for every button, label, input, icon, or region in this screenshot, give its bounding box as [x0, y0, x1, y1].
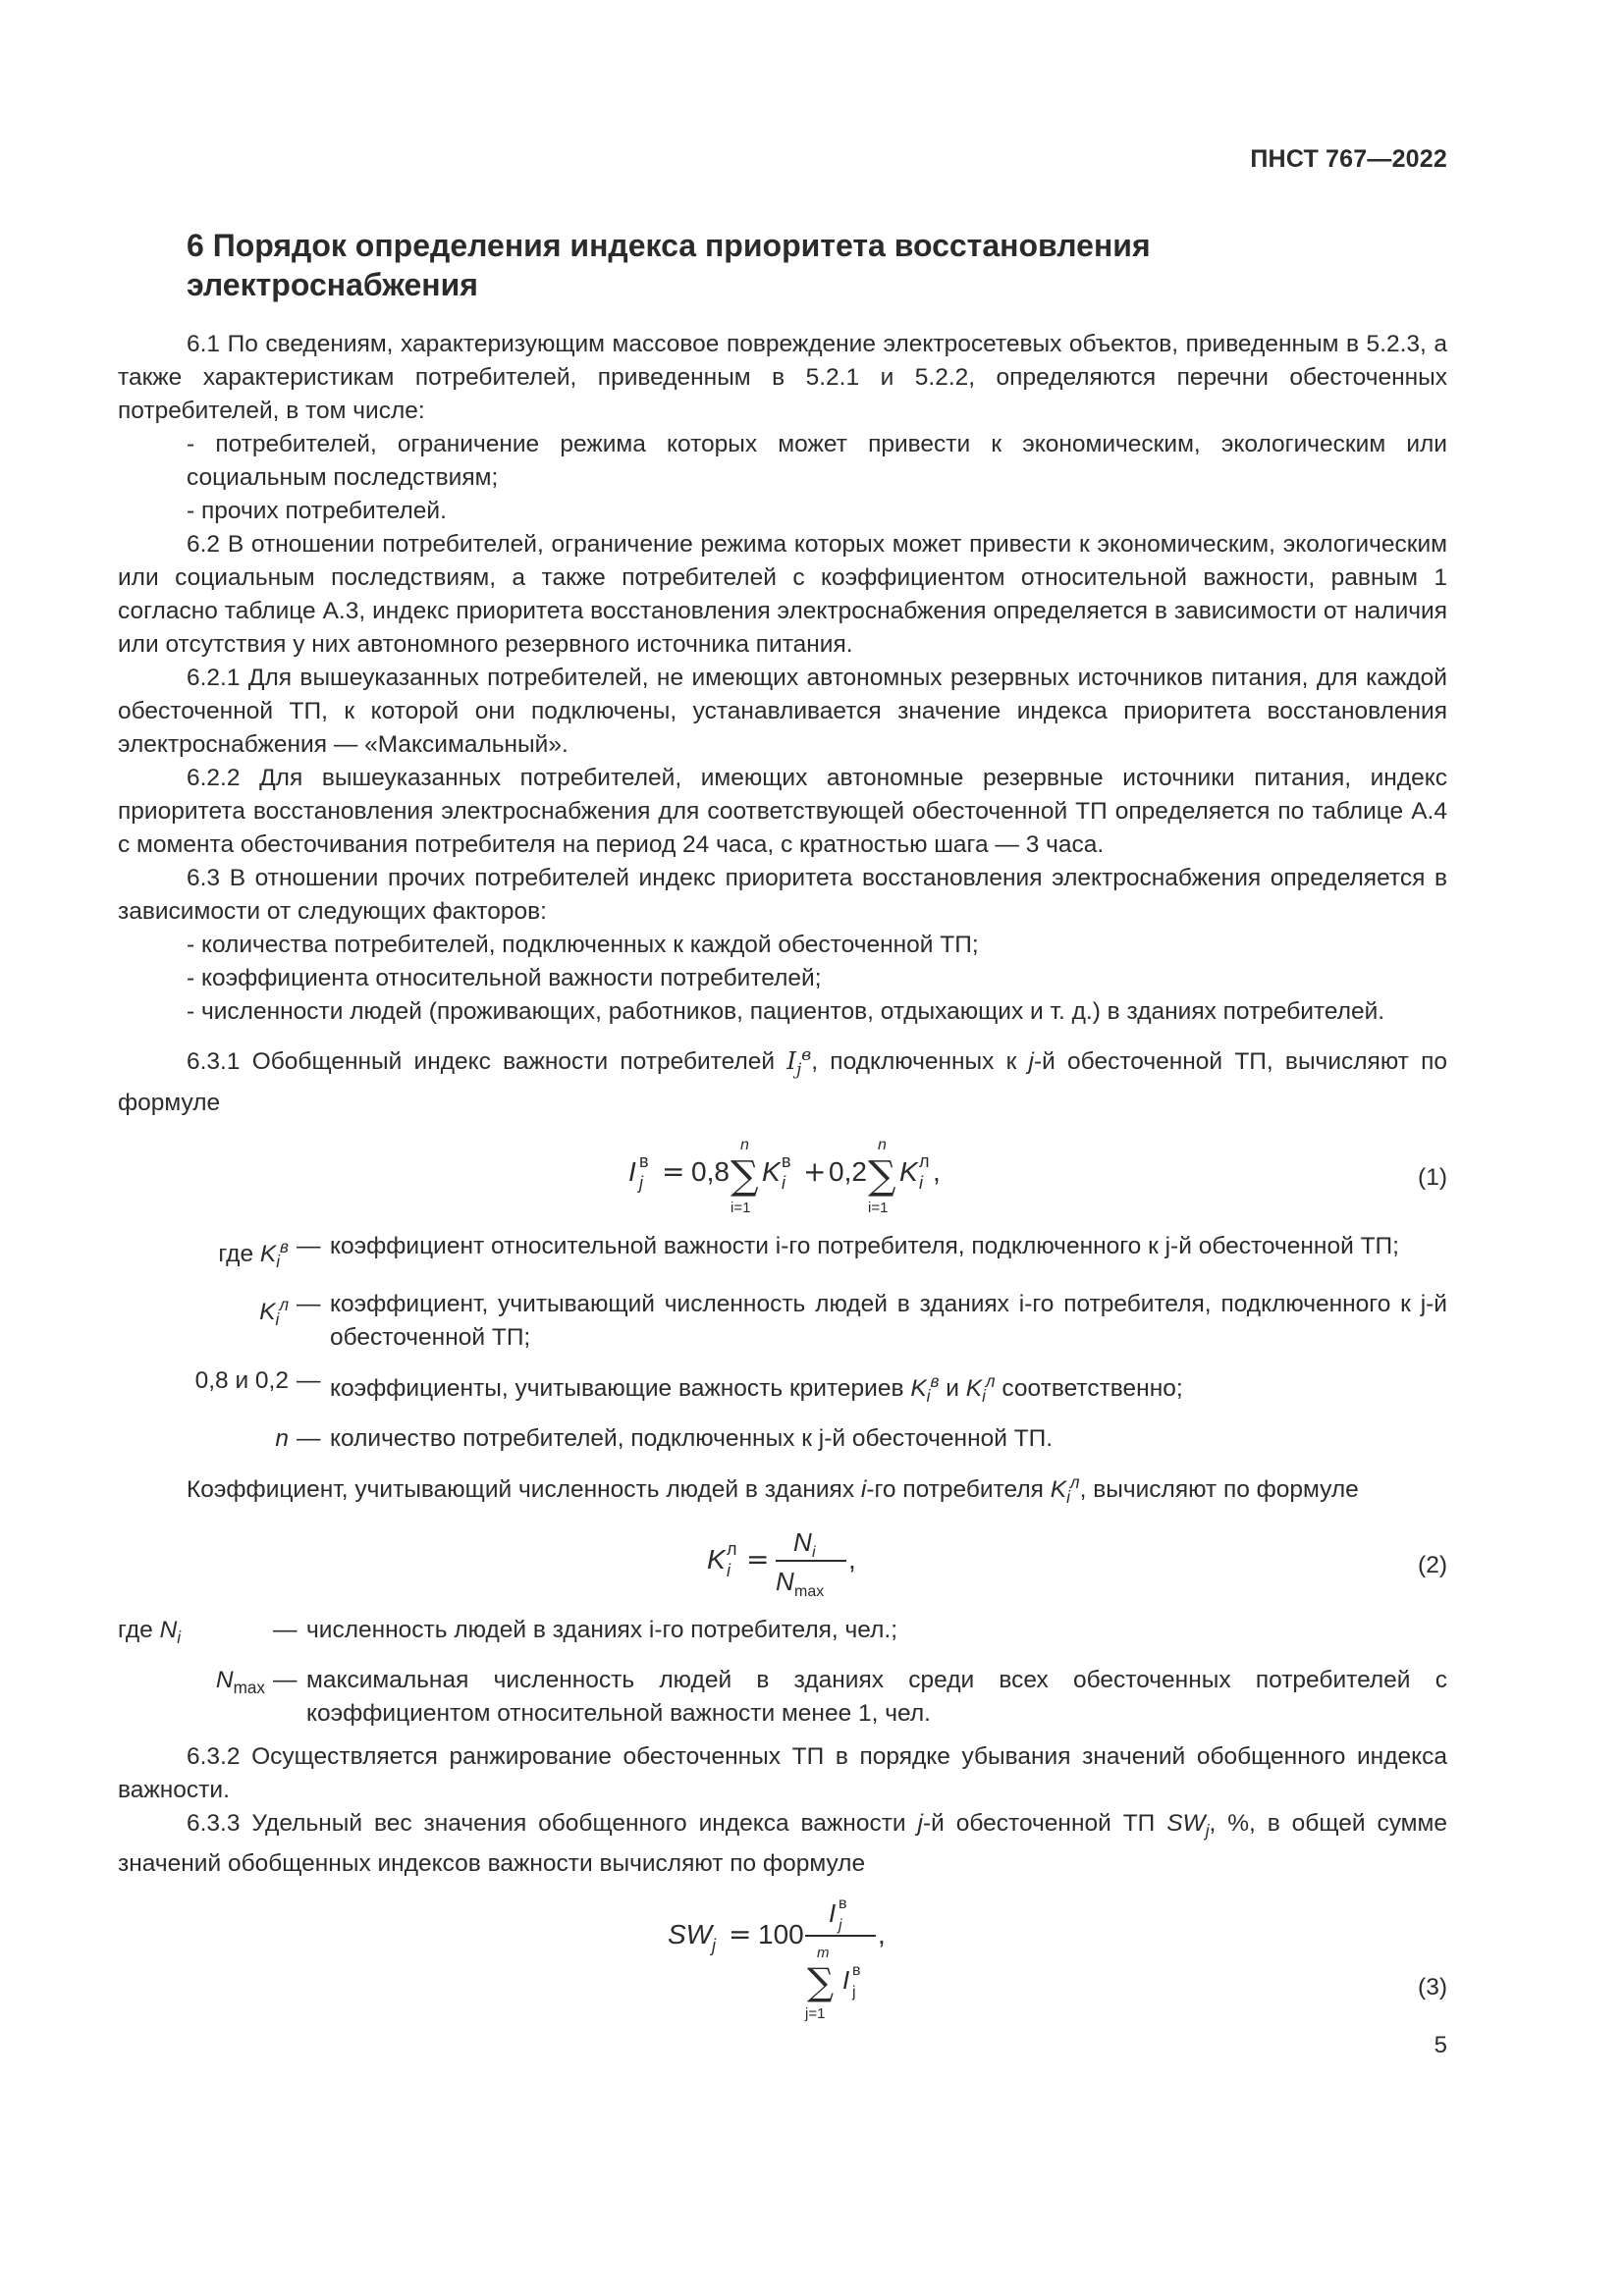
svg-text:SW: SW [668, 1918, 713, 1949]
formula-number: (2) [1418, 1552, 1447, 1579]
svg-text:j=1: j=1 [805, 2004, 826, 2022]
formula-3-expression [668, 1893, 923, 2030]
definition-row: 0,8 и 0,2 — коэффициенты, учитывающие важность критериев $K_i^в$ и $K_i^л$ соответственно; [194, 1367, 1183, 1407]
svg-text:=: = [662, 1155, 685, 1189]
svg-text:в: в [782, 1151, 791, 1172]
svg-text:I: I [829, 1897, 837, 1928]
svg-text:I: I [842, 1964, 850, 1995]
svg-text:,: , [933, 1156, 941, 1188]
svg-text:m: m [817, 1944, 830, 1961]
svg-text:K: K [707, 1544, 726, 1575]
svg-text:max: max [794, 1583, 825, 1601]
svg-text:j: j [852, 1983, 856, 2001]
list-item: - количества потребителей, подключенных к каждой обесточенной ТП; [187, 932, 979, 958]
svg-text:100: 100 [758, 1918, 804, 1949]
svg-text:i: i [727, 1561, 731, 1581]
svg-text:в: в [639, 1151, 649, 1172]
svg-text:в: в [839, 1895, 847, 1912]
paragraph-6-3-2: 6.3.2 Осуществляется ранжирование обесточенных ТП в порядке убывания значений обобщенного индекса важности. [118, 1743, 1447, 1804]
definition-row: где $K_i^в$ — коэффициент относительной важности i-го потребителя, подключенного к j-й обесточенной ТП; [218, 1233, 1399, 1272]
svg-text:K: K [899, 1156, 918, 1188]
svg-text:,: , [848, 1544, 856, 1575]
list-item: - коэффициента относительной важности потребителей; [187, 965, 822, 991]
svg-text:I: I [628, 1156, 636, 1188]
paragraph-6-2: 6.2 В отношении потребителей, ограничение режима которых может привести к экономическим, экологическим или социальным последствиям, а также потребителей с коэффициентом относительной важности, равным 1 согласно таблице А.3, индекс приоритета восстановления электроснабжения определяется в зависимости от наличия или отсутствия у них автономного резервного источника питания. [118, 531, 1447, 658]
coefficient-paragraph: Коэффициент, учитывающий численность людей в зданиях i-го потребителя $K_i^л$, вычисляют по формуле [187, 1472, 1359, 1508]
svg-text:j: j [712, 1935, 716, 1955]
paragraph-6-3: 6.3 В отношении прочих потребителей индекс приоритета восстановления электроснабжения определяется в зависимости от следующих факторов: [118, 865, 1447, 925]
formula-number: (1) [1418, 1164, 1447, 1192]
svg-text:i=1: i=1 [868, 1200, 889, 1217]
definition-row: $K_i^л$ — коэффициент, учитывающий численность людей в зданиях i-го потребителя, подключенного к j-й обесточенной ТП; [259, 1291, 1447, 1352]
formula-1-definitions [118, 1230, 1447, 1456]
svg-text:,: , [878, 1918, 886, 1949]
svg-text:=: = [746, 1543, 770, 1576]
svg-text:i=1: i=1 [731, 1200, 751, 1217]
svg-text:л: л [727, 1539, 737, 1560]
svg-text:=: = [729, 1917, 752, 1950]
svg-text:0,8: 0,8 [691, 1156, 730, 1188]
list-item: - численности людей (проживающих, работников, пациентов, отдыхающих и т. д.) в зданиях потребителей. [187, 998, 1385, 1025]
formula-3 [118, 1893, 1447, 2030]
definition-row: n — количество потребителей, подключенных к j-й обесточенной ТП. [275, 1425, 1054, 1453]
definition-row: $N_{max}$ — максимальная численность людей в зданиях среди всех обесточенных потребителей с коэффициентом относительной важности менее 1, чел. [215, 1667, 1447, 1728]
svg-text:∑: ∑ [731, 1153, 759, 1200]
paragraph-6-3-1: 6.3.1 Обобщенный индекс важности потребителей $I_j^в$, подключенных к j-й обесточенной ТП, вычисляют по формуле [118, 1045, 1447, 1117]
svg-text:+: + [803, 1155, 827, 1189]
list-item: - потребителей, ограничение режима которых может привести к экономическим, экологическим или социальным последствиям; [187, 431, 1447, 491]
svg-text:i: i [782, 1173, 785, 1194]
paragraph-6-3-3: 6.3.3 Удельный вес значения обобщенного индекса важности j-й обесточенной ТП $SW_j$, %, в общей сумме значений обобщенных индексов важности вычисляют по формуле [118, 1810, 1447, 1877]
svg-text:N: N [776, 1567, 794, 1597]
svg-text:n: n [878, 1137, 887, 1154]
svg-text:j: j [639, 1173, 643, 1194]
paragraph-6-2-2: 6.2.2 Для вышеуказанных потребителей, имеющих автономные резервные источники питания, индекс приоритета восстановления электроснабжения для соответствующей обесточенной ТП определяется по таблице А.4 с момента обесточивания потребителя на период 24 часа, с кратностью шага — 3 часа. [118, 765, 1447, 858]
list-item: - прочих потребителей. [187, 498, 447, 524]
section-title: 6 Порядок определения индекса приоритета восстановления электроснабжения [187, 228, 1151, 302]
page-number: 5 [1434, 2032, 1447, 2058]
svg-text:K: K [762, 1156, 781, 1188]
formula-number: (3) [1418, 1973, 1447, 2001]
formula-1-expression [628, 1132, 1001, 1220]
svg-text:n: n [740, 1137, 749, 1154]
svg-text:j: j [839, 1916, 842, 1934]
definition-row: где $N_i$ — численность людей в зданиях i-го потребителя, чел.; [118, 1617, 897, 1648]
formula-2 [118, 1525, 1447, 1604]
paragraph-6-2-1: 6.2.1 Для вышеуказанных потребителей, не имеющих автономных резервных источников питания, для каждой обесточенной ТП, к которой они подключены, устанавливается значение индекса приоритета восстановления электроснабжения — «Максимальный». [118, 665, 1447, 758]
formula-2-expression [707, 1525, 903, 1604]
svg-text:i: i [812, 1544, 816, 1562]
svg-text:i: i [919, 1173, 923, 1194]
formula-1 [118, 1132, 1447, 1220]
document-code: ПНСТ 767—2022 [1250, 145, 1447, 173]
svg-text:∑: ∑ [868, 1153, 896, 1200]
document-body [118, 328, 1447, 2040]
svg-text:0,2: 0,2 [829, 1156, 867, 1188]
svg-text:N: N [793, 1527, 812, 1558]
paragraph-6-1: 6.1 По сведениям, характеризующим массовое повреждение электросетевых объектов, приведенным в 5.2.3, а также характеристикам потребителей, приведенным в 5.2.1 и 5.2.2, определяются перечни обесточенных потребителей, в том числе: [118, 331, 1447, 424]
svg-text:в: в [852, 1961, 861, 1979]
formula-2-definitions [118, 1614, 1447, 1731]
svg-text:∑: ∑ [807, 1959, 835, 2003]
svg-text:л: л [919, 1151, 930, 1172]
